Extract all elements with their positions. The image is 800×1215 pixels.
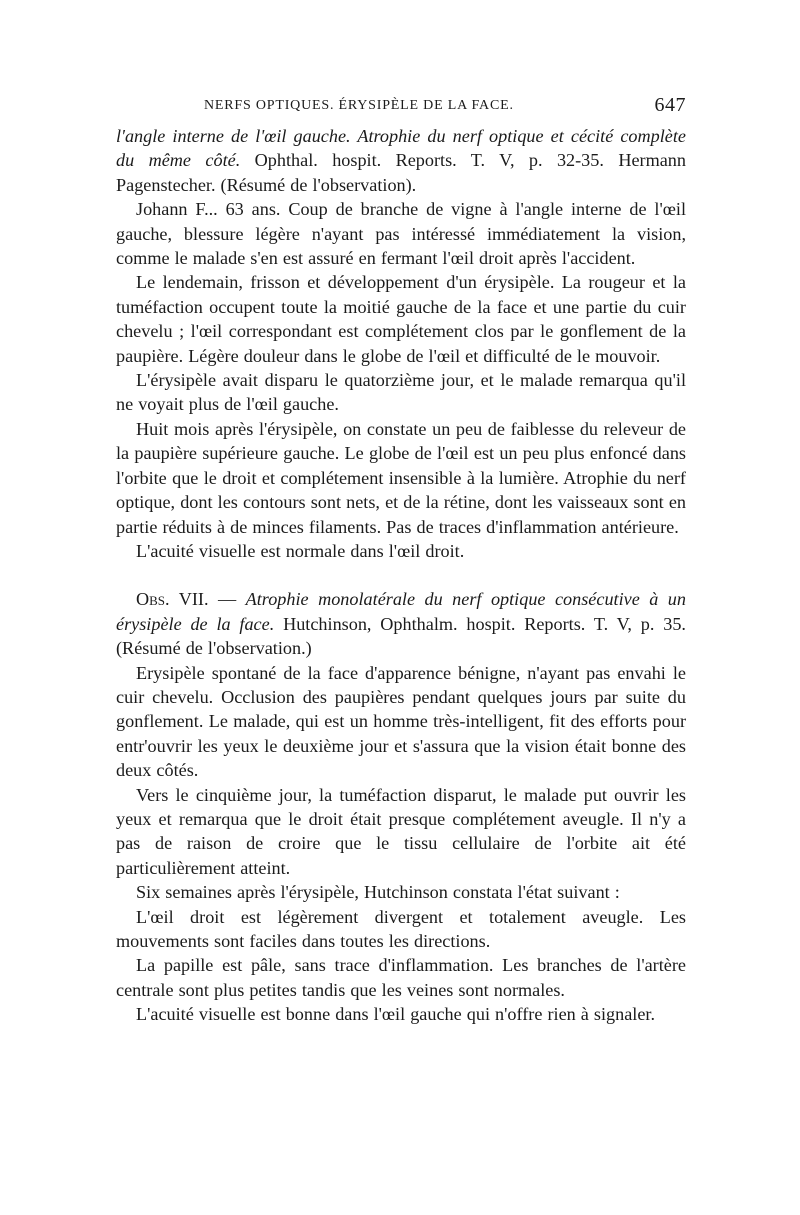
observation-heading xyxy=(116,587,686,660)
paragraph: Huit mois après l'érysipèle, on constate un peu de faiblesse du releveur de la paupière supérieure gauche. Le globe de l'œil est un peu plus enfoncé dans l'orbite que le droit et complétement insensible à la lumière. Atrophie du nerf optique, dont les contours sont nets, et de la rétine, dont les vaisseaux sont en partie réduits à de minces filaments. Pas de traces d'inflammation antérieure. xyxy=(116,418,686,537)
paragraph: L'œil droit est légèrement divergent et totalement aveugle. Les mouvements sont faciles dans toutes les directions. xyxy=(116,906,686,951)
body-text xyxy=(116,124,686,1027)
paragraph: L'érysipèle avait disparu le quatorzième jour, et le malade remarqua qu'il ne voyait plus de l'œil gauche. xyxy=(116,370,686,415)
paragraph: L'acuité visuelle est normale dans l'œil droit. xyxy=(136,540,465,561)
observation-source: Hutchinson, Ophthalm. hospit. Reports. T. V, p. 35. (Résumé de l'observation.) xyxy=(116,613,686,659)
running-title: NERFS OPTIQUES. ÉRYSIPÈLE DE LA FACE. xyxy=(204,98,514,113)
observation-title: Atrophie monolatérale du nerf optique consécutive à un érysipèle de la face. xyxy=(116,589,686,634)
section-gap xyxy=(116,563,686,587)
paragraph: La papille est pâle, sans trace d'inflammation. Les branches de l'artère centrale sont plus petites tandis que les veines sont normales. xyxy=(116,955,686,1000)
paragraph: L'acuité visuelle est bonne dans l'œil gauche qui n'offre rien à signaler. xyxy=(136,1004,656,1025)
observation-label: Obs. VII. — xyxy=(136,589,246,610)
paragraph: Six semaines après l'érysipèle, Hutchinson constata l'état suivant : xyxy=(136,882,620,903)
paragraph: Johann F... 63 ans. Coup de branche de vigne à l'angle interne de l'œil gauche, blessure légère n'ayant pas intéressé immédiatement la vision, comme le malade s'en est assuré en fermant l'œil droit après l'accident. xyxy=(116,199,686,269)
paragraph: Le lendemain, frisson et développement d'un érysipèle. La rougeur et la tuméfaction occupent toute la moitié gauche de la face et une partie du cuir chevelu ; l'œil correspondant est complétement clos par le gonflement de la paupière. Légère douleur dans le globe de l'œil et difficulté de le mouvoir. xyxy=(116,272,686,366)
paragraph: Erysipèle spontané de la face d'apparence bénigne, n'ayant pas envahi le cuir chevelu. Occlusion des paupières pendant quelques jours par suite du gonflement. Le malade, qui est un homme très-intelligent, fit des efforts pour entr'ouvrir les yeux le deuxième jour et s'assura que la vision était bonne des deux côtés. xyxy=(116,662,686,781)
paragraph: Vers le cinquième jour, la tuméfaction disparut, le malade put ouvrir les yeux et remarqua que le droit était presque complétement aveugle. Il n'y a pas de raison de croire que le tissu cellulaire de l'orbite ait été particulièrement atteint. xyxy=(116,784,686,878)
paragraph-continuation-italic: l'angle interne de l'œil gauche. Atrophie du nerf optique et cécité complète du même côté. xyxy=(116,126,686,171)
running-head xyxy=(116,96,686,120)
paragraph-continuation xyxy=(116,124,686,197)
page-number: 647 xyxy=(654,94,686,116)
paragraph-continuation-text: Ophthal. hospit. Reports. T. V, p. 32-35. Hermann Pagenstecher. (Résumé de l'observation). xyxy=(116,150,686,195)
